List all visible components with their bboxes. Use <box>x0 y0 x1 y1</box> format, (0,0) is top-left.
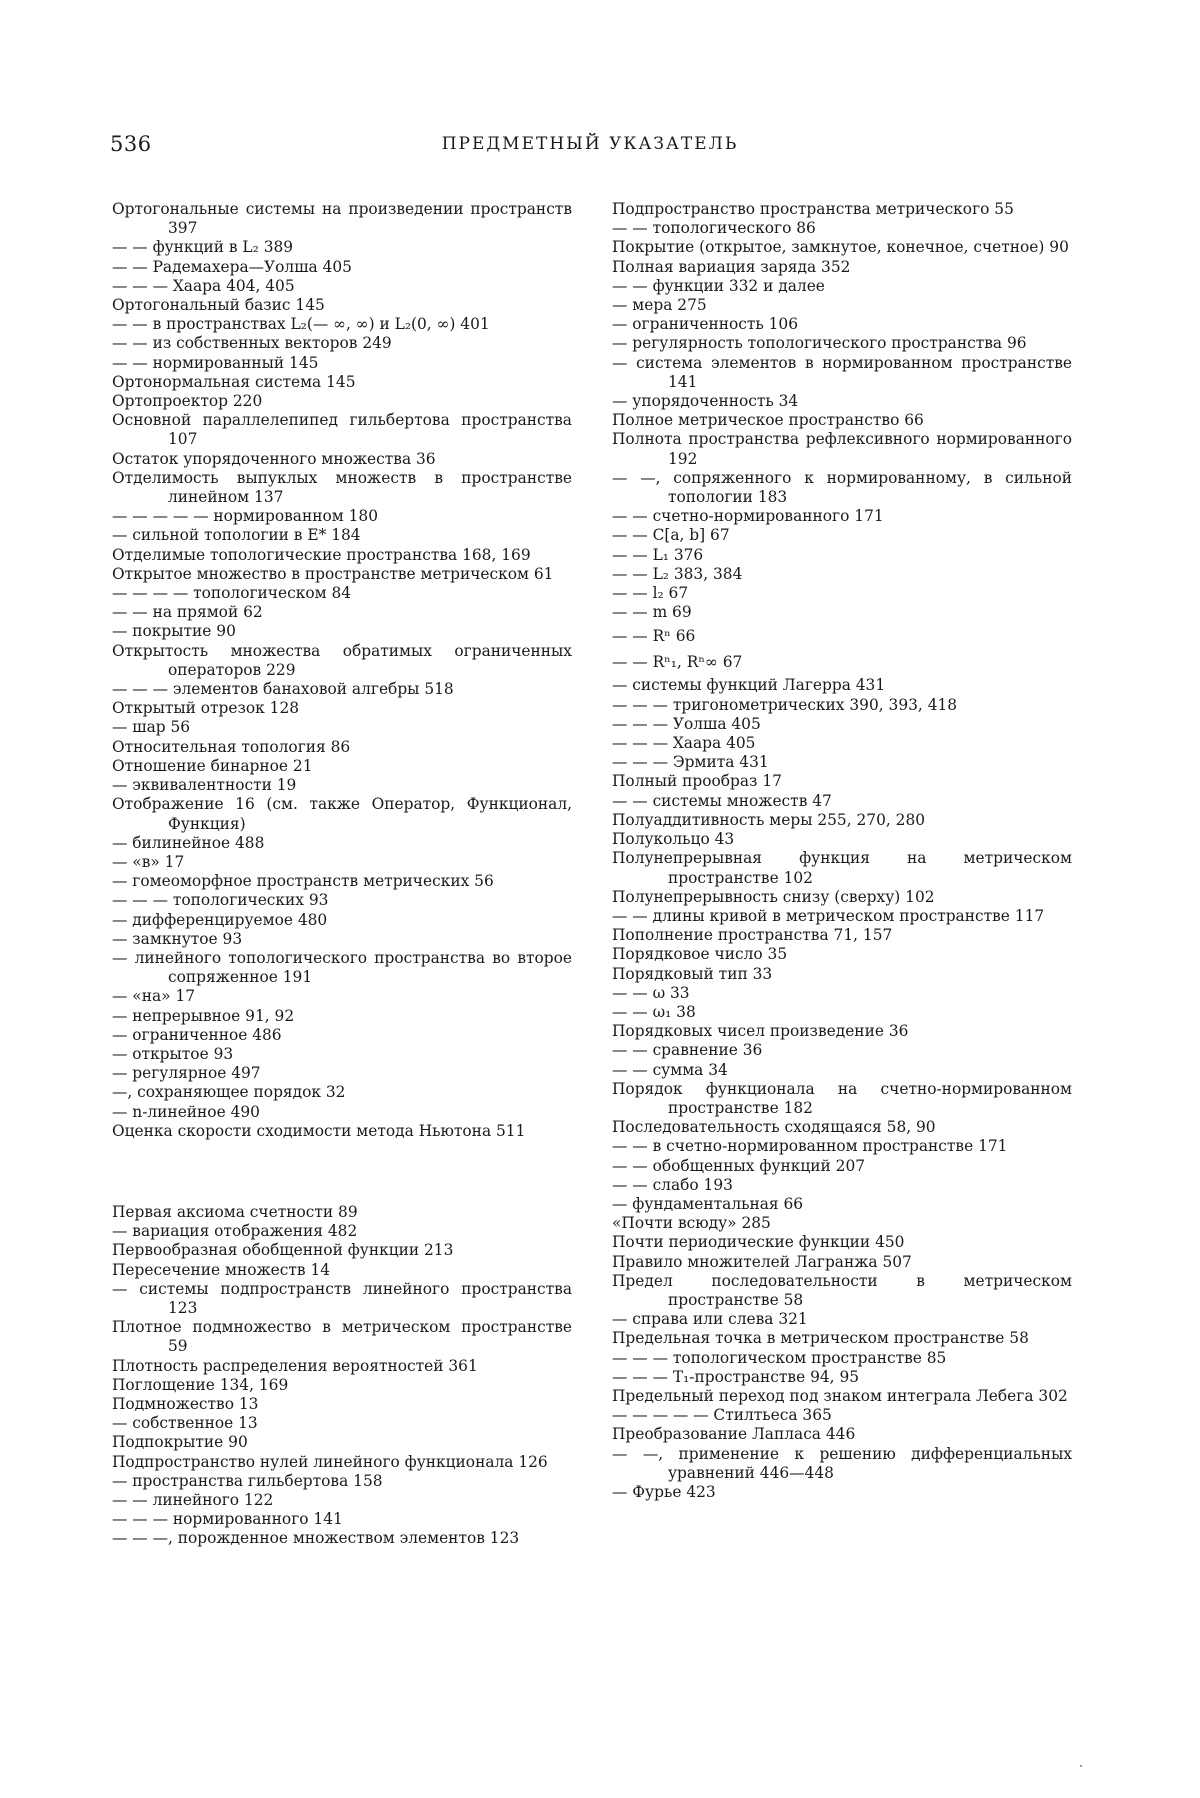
index-entry: — ограниченное 486 <box>112 1025 282 1044</box>
index-entry: — эквивалентности 19 <box>112 776 297 795</box>
index-entry: Подпокрытие 90 <box>112 1433 248 1452</box>
index-entry: — — l₂ 67 <box>612 584 689 603</box>
index-entry: Плотное подмножество в метрическом пространстве 59 <box>112 1318 572 1356</box>
right-index-column <box>612 200 1072 1502</box>
index-entry: — регулярное 497 <box>112 1064 261 1083</box>
index-entry: Предельная точка в метрическом пространстве 58 <box>612 1329 1029 1348</box>
index-entry: — — — — топологическом 84 <box>112 584 352 603</box>
index-entry: Почти периодические функции 450 <box>612 1233 905 1252</box>
index-entry: — «на» 17 <box>112 987 196 1006</box>
index-entry: Отображение 16 (см. также Оператор, Функционал, Функция) <box>112 795 572 833</box>
index-entry: — — в счетно-нормированном пространстве 171 <box>612 1137 1008 1156</box>
scan-speck <box>1080 1765 1082 1767</box>
index-entry: — — слабо 193 <box>612 1175 733 1194</box>
index-entry: — мера 275 <box>612 296 707 315</box>
index-entry: Отделимость выпуклых множеств в пространстве линейном 137 <box>112 468 572 507</box>
index-entry: — — m 69 <box>612 603 692 622</box>
index-entry: — — — — — нормированном 180 <box>112 507 378 526</box>
index-entry: Полунепрерывная функция на метрическом пространстве 102 <box>612 849 1072 887</box>
index-entry: Полный прообраз 17 <box>612 772 782 791</box>
index-entry: — шар 56 <box>112 718 191 737</box>
index-entry: — — счетно-нормированного 171 <box>612 507 884 526</box>
index-entry: — — — T₁-пространстве 94, 95 <box>612 1367 860 1386</box>
running-title: ПРЕДМЕТНЫЙ УКАЗАТЕЛЬ <box>441 134 739 154</box>
index-entry: Подпространство пространства метрического 55 <box>612 200 1014 218</box>
index-entry: — собственное 13 <box>112 1414 258 1433</box>
index-entry: Отделимые топологические пространства 168, 169 <box>112 545 531 564</box>
index-entry: — — — топологическом пространстве 85 <box>612 1348 947 1367</box>
index-entry: — — Rⁿ 66 <box>612 627 696 646</box>
index-entry: — — —, порожденное множеством элементов 123 <box>112 1529 520 1548</box>
index-entry: — — — тригонометрических 390, 393, 418 <box>612 695 958 714</box>
index-entry: — — в пространствах L₂(— ∞, ∞) и L₂(0, ∞) 401 <box>112 315 490 334</box>
index-entry: — Фурье 423 <box>612 1483 716 1501</box>
index-entry: Полукольцо 43 <box>612 830 735 849</box>
index-entry: — —, применение к решению дифференциальных уравнений 446—448 <box>612 1444 1072 1482</box>
index-entry: — непрерывное 91, 92 <box>112 1006 295 1025</box>
index-entry: — — — топологических 93 <box>112 891 329 910</box>
index-entry: «Почти всюду» 285 <box>612 1214 771 1233</box>
index-entry: — — обобщенных функций 207 <box>612 1156 866 1175</box>
index-entry: — — Радемахера—Уолша 405 <box>112 257 352 276</box>
index-entry: Подмножество 13 <box>112 1394 259 1413</box>
index-entry: —, сохраняющее порядок 32 <box>112 1083 346 1102</box>
index-entry: — — C[a, b] 67 <box>612 526 730 545</box>
index-section-poryadok <box>612 676 1072 1502</box>
index-entry: — — — элементов банаховой алгебры 518 <box>112 680 454 699</box>
index-entry: Первообразная обобщенной функции 213 <box>112 1241 454 1260</box>
index-entry: — — линейного 122 <box>112 1491 274 1509</box>
index-entry: — — Rⁿ₁, Rⁿ∞ 67 <box>612 653 743 672</box>
index-entry: — — ω₁ 38 <box>612 1002 696 1021</box>
index-entry: Подпространство нулей линейного функционала 126 <box>112 1452 548 1471</box>
index-entry: — — сравнение 36 <box>612 1041 763 1060</box>
index-entry: Отношение бинарное 21 <box>112 756 313 775</box>
index-entry: Порядок функционала на счетно-нормированном пространстве 182 <box>612 1079 1072 1117</box>
index-section-polnota-rn <box>612 624 1072 674</box>
index-section-polnota <box>612 200 1072 622</box>
page-number: 536 <box>110 132 152 156</box>
index-entry: — упорядоченность 34 <box>612 392 799 411</box>
index-entry: — дифференцируемое 480 <box>112 910 328 929</box>
index-entry: — сильной топологии в E* 184 <box>112 526 361 545</box>
index-entry: — вариация отображения 482 <box>112 1222 358 1241</box>
index-entry: — n-линейное 490 <box>112 1102 260 1121</box>
index-entry: — — — Уолша 405 <box>612 714 761 733</box>
index-section-p <box>112 1203 572 1549</box>
index-entry: — — — Хаара 404, 405 <box>112 276 295 295</box>
index-entry: Поглощение 134, 169 <box>112 1375 289 1394</box>
index-entry: Пополнение пространства 71, 157 <box>612 926 893 945</box>
index-entry: Преобразование Лапласа 446 <box>612 1425 856 1444</box>
index-entry: Полное метрическое пространство 66 <box>612 411 924 430</box>
index-entry: — линейного топологического пространства во второе сопряженное 191 <box>112 948 572 987</box>
index-entry: — — системы множеств 47 <box>612 791 832 810</box>
index-entry: Покрытие (открытое, замкнутое, конечное, счетное) 90 <box>612 238 1069 257</box>
index-entry: Относительная топология 86 <box>112 737 351 756</box>
index-entry: Ортопроектор 220 <box>112 392 263 411</box>
index-entry: Предел последовательности в метрическом пространстве 58 <box>612 1271 1072 1309</box>
index-entry: — открытое 93 <box>112 1044 234 1063</box>
section-gap <box>112 1141 572 1203</box>
index-entry: — покрытие 90 <box>112 622 236 641</box>
page-header <box>110 132 1070 162</box>
index-entry: — — функций в L₂ 389 <box>112 238 294 257</box>
index-entry: — справа или слева 321 <box>612 1310 808 1329</box>
index-entry: Пересечение множеств 14 <box>112 1260 331 1279</box>
index-entry: — —, сопряженного к нормированному, в сильной топологии 183 <box>612 468 1072 507</box>
index-entry: Открытый отрезок 128 <box>112 699 300 718</box>
index-entry: Порядковое число 35 <box>612 945 788 964</box>
index-entry: Порядковых чисел произведение 36 <box>612 1022 909 1041</box>
index-entry: Основной параллелепипед гильбертова пространства 107 <box>112 411 572 449</box>
index-entry: — «в» 17 <box>112 852 185 871</box>
index-entry: — фундаментальная 66 <box>612 1194 804 1213</box>
index-entry: — — L₂ 383, 384 <box>612 564 743 583</box>
index-entry: Порядковый тип 33 <box>612 964 773 983</box>
index-entry: — — ω 33 <box>612 983 690 1002</box>
index-entry: — — на прямой 62 <box>112 603 263 622</box>
left-index-column <box>112 200 572 1549</box>
index-entry: Остаток упорядоченного множества 36 <box>112 449 436 468</box>
index-entry: — билинейное 488 <box>112 833 265 852</box>
index-entry: Полунепрерывность снизу (сверху) 102 <box>612 887 935 906</box>
index-entry: — — сумма 34 <box>612 1060 728 1079</box>
index-entry: Полная вариация заряда 352 <box>612 257 851 276</box>
index-entry: — гомеоморфное пространств метрических 56 <box>112 872 494 891</box>
index-entry: — — — Эрмита 431 <box>612 753 769 772</box>
index-entry: Полнота пространства рефлексивного нормированного 192 <box>612 430 1072 468</box>
index-entry: — регулярность топологического пространства 96 <box>612 334 1027 353</box>
index-entry: — системы функций Лагерра 431 <box>612 676 886 695</box>
index-entry: — системы подпространств линейного пространства 123 <box>112 1279 572 1317</box>
index-entry: — — из собственных векторов 249 <box>112 334 392 353</box>
index-entry: — — длины кривой в метрическом пространстве 117 <box>612 906 1045 925</box>
index-entry: Последовательность сходящаяся 58, 90 <box>612 1118 936 1137</box>
index-entry: Оценка скорости сходимости метода Ньютона 511 <box>112 1121 526 1140</box>
index-entry: Ортогональные системы на произведении пространств 397 <box>112 200 572 238</box>
index-entry: — — — нормированного 141 <box>112 1510 343 1529</box>
index-entry: Открытость множества обратимых ограниченных операторов 229 <box>112 641 572 679</box>
index-entry: — система элементов в нормированном пространстве 141 <box>612 353 1072 391</box>
index-entry: Открытое множество в пространстве метрическом 61 <box>112 564 554 583</box>
index-entry: — ограниченность 106 <box>612 315 799 334</box>
index-entry: Правило множителей Лагранжа 507 <box>612 1252 912 1271</box>
index-entry: — пространства гильбертова 158 <box>112 1471 383 1490</box>
index-entry: Ортонормальная система 145 <box>112 372 356 391</box>
index-entry: — — — Хаара 405 <box>612 734 756 753</box>
index-entry: Предельный переход под знаком интеграла Лебега 302 <box>612 1386 1068 1405</box>
index-entry: Первая аксиома счетности 89 <box>112 1202 358 1221</box>
index-entry: Ортогональный базис 145 <box>112 296 325 315</box>
index-entry: — — нормированный 145 <box>112 353 319 372</box>
index-entry: — — функции 332 и далее <box>612 276 825 295</box>
index-entry: — — — — — Стилтьеса 365 <box>612 1406 832 1425</box>
index-entry: — замкнутое 93 <box>112 929 243 948</box>
index-entry: — — топологического 86 <box>612 219 816 238</box>
index-entry: Полуаддитивность меры 255, 270, 280 <box>612 810 926 829</box>
index-entry: — — L₁ 376 <box>612 545 704 564</box>
index-section-o <box>112 200 572 1141</box>
index-entry: Плотность распределения вероятностей 361 <box>112 1356 478 1375</box>
